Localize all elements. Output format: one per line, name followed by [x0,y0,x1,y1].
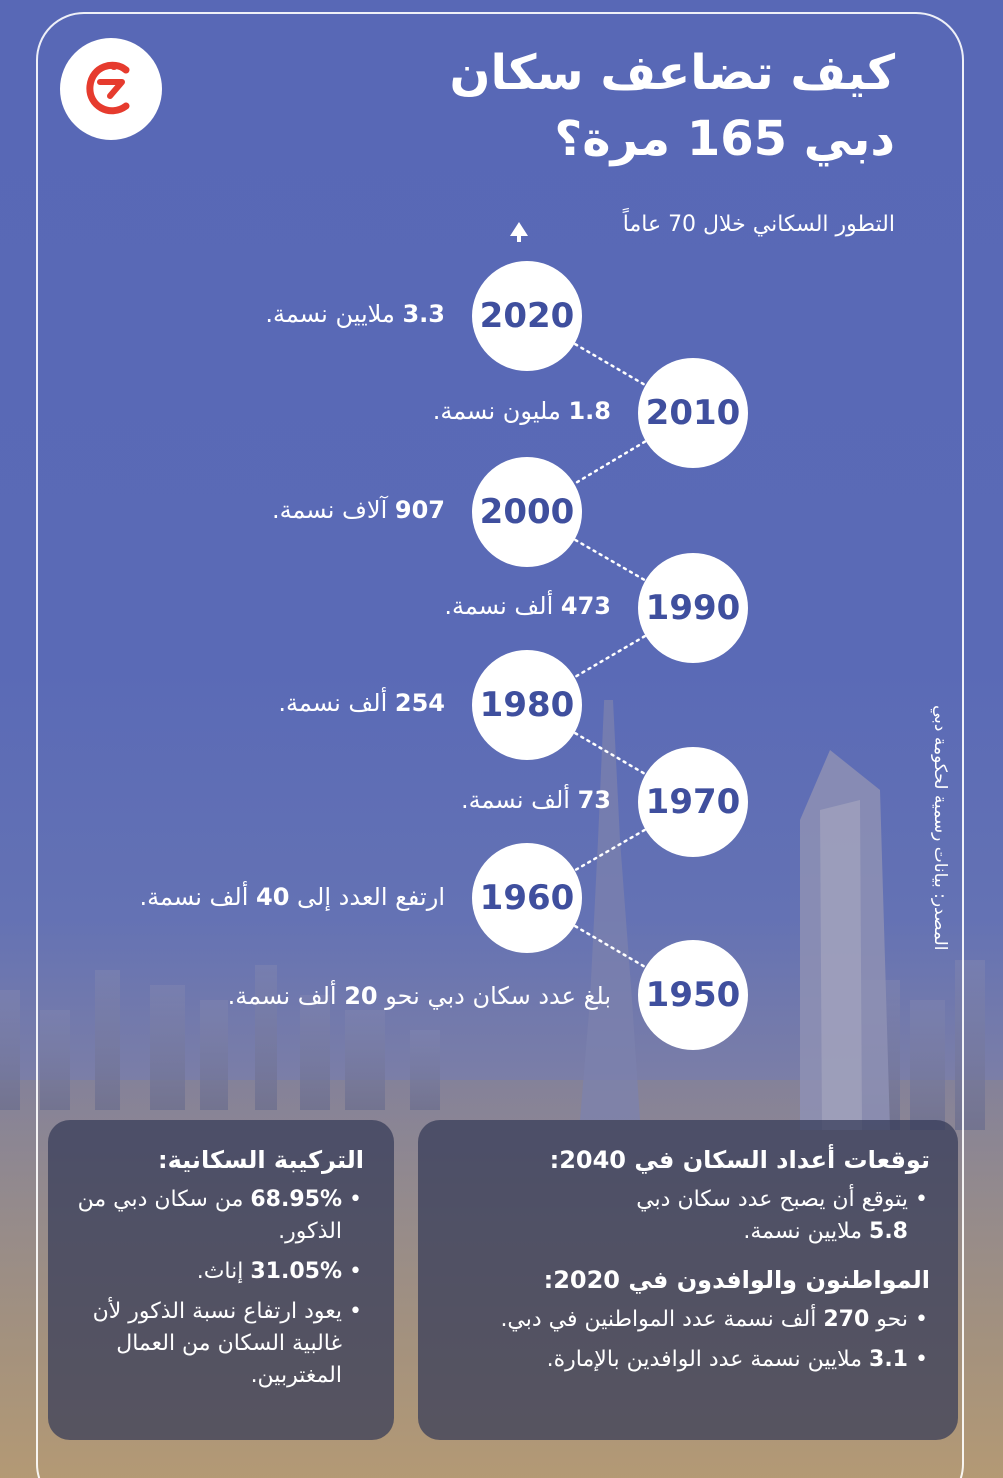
timeline-desc-1990 [444,592,611,620]
population-value: 907 [394,496,445,524]
population-value: 473 [560,592,611,620]
population-value: 3.3 [402,300,445,328]
timeline-desc-2010 [433,397,611,425]
list-item-text: ألف نسمة عدد المواطنين في دبي. [500,1307,824,1332]
population-intro: بلغ عدد سكان دبي نحو [377,982,611,1010]
population-value: 1.8 [568,397,611,425]
population-value: 73 [577,786,611,814]
citizens-heading: المواطنون والوافدون في 2020: [543,1266,930,1294]
subtitle: التطور السكاني خلال 70 عاماً [622,212,895,237]
population-unit: ألف نسمة. [139,883,257,911]
brand-logo-icon [74,52,148,126]
page-title [295,40,895,172]
timeline-desc-1980 [278,689,445,717]
list-item-text: ملايين نسمة. [743,1219,870,1244]
population-value: 254 [394,689,445,717]
timeline-desc-1960 [139,883,445,911]
composition-panel [48,1120,394,1440]
composition-heading: التركيبة السكانية: [157,1146,364,1174]
title-line-1: كيف تضاعف سكان [449,45,895,101]
year-circle-2000: 2000 [472,457,582,567]
list-item-text: إناث. [196,1259,251,1284]
list-item-text: يتوقع أن يصبح عدد سكان دبي [636,1187,908,1212]
population-unit: ملايين نسمة. [265,300,403,328]
population-value: 40 [256,883,290,911]
list-item-text: نحو [869,1307,908,1332]
list-item [438,1344,908,1376]
timeline-desc-2000 [272,496,445,524]
year-circle-1980: 1980 [472,650,582,760]
timeline-desc-1970 [461,786,611,814]
population-intro: ارتفع العدد إلى [289,883,445,911]
list-item [62,1184,342,1248]
population-unit: آلاف نسمة. [271,496,395,524]
list-item: • يعود ارتفاع نسبة الذكور لأن غالبية السكان من العمال المغتربين. [62,1296,342,1392]
year-circle-2020: 2020 [472,261,582,371]
population-unit: ألف نسمة. [227,982,345,1010]
year-circle-1990: 1990 [638,553,748,663]
year-circle-1960: 1960 [472,843,582,953]
timeline-desc-2020 [265,300,445,328]
year-circle-2010: 2010 [638,358,748,468]
timeline-desc-1950 [228,982,611,1010]
list-item-value: 5.8 [869,1219,908,1244]
list-item-value: 68.95% [250,1187,342,1212]
population-unit: مليون نسمة. [432,397,569,425]
year-circle-1970: 1970 [638,747,748,857]
citizens-list [438,1304,930,1376]
projections-list [438,1184,930,1248]
year-circle-1950: 1950 [638,940,748,1050]
population-unit: ألف نسمة. [278,689,395,717]
population-unit: ألف نسمة. [444,592,561,620]
population-unit: ألف نسمة. [461,786,578,814]
projections-panel [418,1120,958,1440]
brand-logo [60,38,162,140]
list-item-value: 31.05% [250,1259,342,1284]
composition-list [62,1184,364,1392]
list-item-text: من سكان دبي من الذكور. [77,1187,342,1244]
title-line-2: دبي 165 مرة؟ [554,111,895,167]
list-item-text: ملايين نسمة عدد الوافدين بالإمارة. [546,1347,870,1372]
projections-heading: توقعات أعداد السكان في 2040: [549,1146,930,1174]
list-item [438,1184,908,1248]
list-item-value: 270 [823,1307,870,1332]
arrow-stem [517,234,521,242]
list-item [438,1304,908,1336]
list-item-value: 3.1 [869,1347,908,1372]
source-note: المصدر: بيانات رسمية لحكومة دبي [930,704,950,950]
population-value: 20 [344,982,378,1010]
list-item [62,1256,342,1288]
